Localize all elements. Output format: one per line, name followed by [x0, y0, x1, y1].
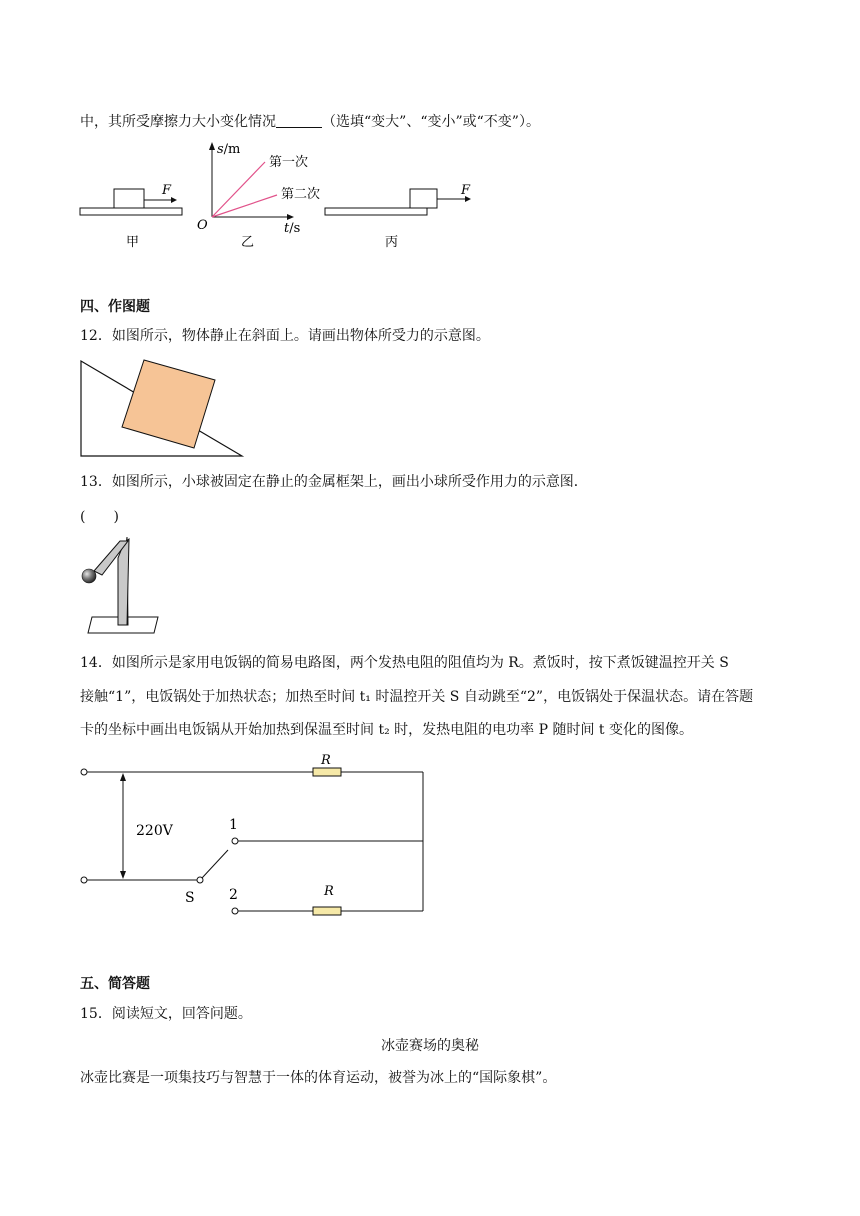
figure-yi-graph [195, 140, 330, 255]
figure-jia [78, 180, 188, 252]
q14-line-3: 卡的坐标中画出电饭锅从开始加热到保温至时间 t₂ 时，发热电阻的电功率 P 随时间 t 变化的图像。 [80, 722, 693, 738]
label-bing: 丙 [385, 235, 399, 250]
q13-text: 13．如图所示，小球被固定在静止的金属框架上，画出小球所受作用力的示意图． [80, 474, 588, 490]
q12-text: 12．如图所示，物体静止在斜面上。请画出物体所受力的示意图。 [80, 328, 490, 344]
resistor-top-label: R [321, 753, 331, 768]
switch-blade [202, 850, 228, 878]
article-paragraph-1: 冰壶比赛是一项集技巧与智慧于一体的体育运动，被誉为冰上的“国际象棋”。 [80, 1070, 557, 1086]
metal-frame-figure [72, 535, 172, 640]
section-4-title: 四、作图题 [80, 299, 150, 315]
q13-answer-bracket[interactable]: ( ) [80, 509, 119, 525]
series-label-second: 第二次 [281, 187, 321, 202]
series-label-first: 第一次 [269, 155, 309, 170]
incline-figure [80, 360, 245, 458]
label-yi: 乙 [241, 235, 255, 250]
x-axis-label: t/s [284, 221, 301, 236]
resistor-bottom-label: R [324, 884, 334, 899]
section-5-title: 五、简答题 [80, 976, 150, 992]
ball [82, 569, 96, 583]
circuit-diagram [78, 755, 438, 930]
q11-text-after: （选填“变大”、“变小”或“不变”）。 [322, 114, 540, 130]
label-jia: 甲 [126, 235, 140, 250]
resistor-bottom [313, 907, 341, 915]
contact-1-label: 1 [229, 817, 238, 833]
force-label-bing: F [461, 183, 471, 198]
resistor-top [313, 768, 341, 776]
figure-bing [322, 180, 482, 252]
contact-2-label: 2 [229, 887, 238, 903]
force-label-jia: F [162, 183, 172, 198]
q11-text-before: 中，其所受摩擦力大小变化情况 [80, 114, 276, 130]
q14-line-2: 接触“1”，电饭锅处于加热状态；加热至时间 t₁ 时温控开关 S 自动跳至“2”，电饭锅处于保温状态。请在答题 [80, 689, 754, 705]
q14-line-1: 14．如图所示是家用电饭锅的简易电路图，两个发热电阻的阻值均为 R。煮饭时，按下煮饭键温控开关 S [80, 655, 729, 671]
q11-tail-line [80, 112, 540, 132]
q15-text: 15．阅读短文，回答问题。 [80, 1006, 252, 1022]
answer-blank[interactable] [276, 113, 322, 128]
voltage-label: 220V [136, 823, 173, 839]
origin-label: O [197, 218, 208, 233]
y-axis-label: s/m [217, 142, 241, 157]
article-title: 冰壶赛场的奥秘 [381, 1038, 479, 1054]
switch-label: S [185, 890, 195, 906]
